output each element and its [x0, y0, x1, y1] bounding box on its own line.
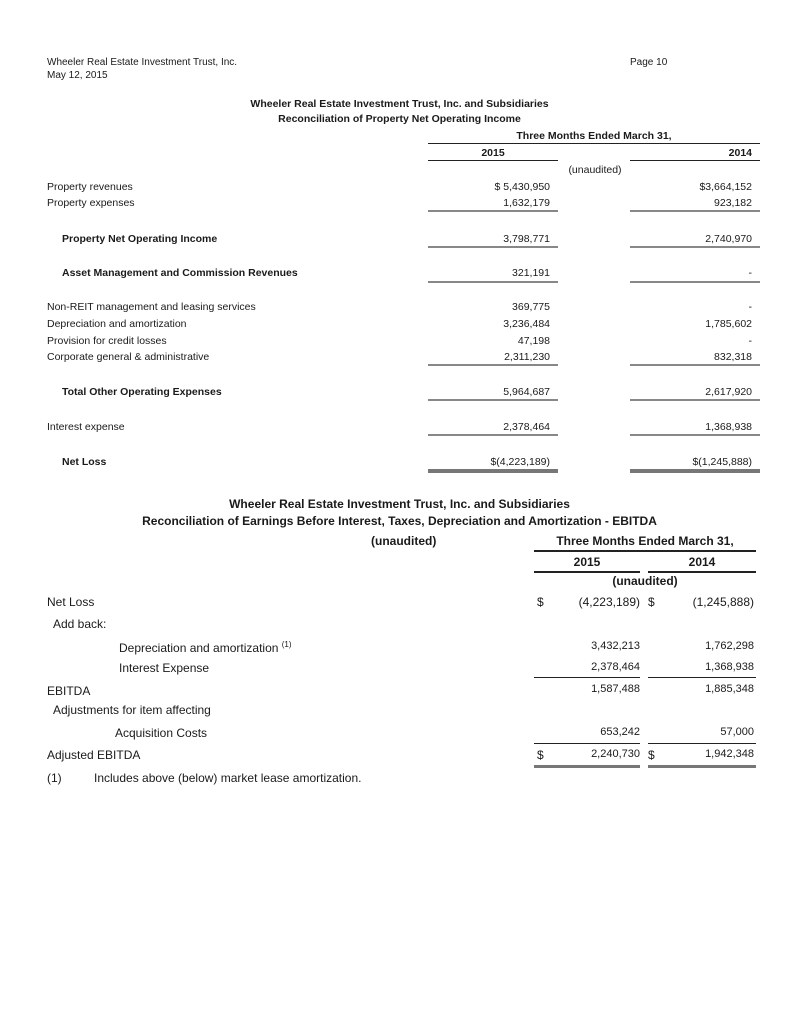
row-value-2015: $ 5,430,950: [494, 181, 550, 193]
row-label: Total Other Operating Expenses: [62, 386, 222, 398]
row-label: Property Net Operating Income: [62, 233, 218, 245]
row-label: Provision for credit losses: [47, 335, 167, 347]
row-value-2014: 2,740,970: [705, 233, 752, 245]
footnote-marker: (1): [47, 771, 62, 785]
divider: [648, 677, 756, 678]
row-value-2014: 57,000: [720, 726, 754, 738]
divider: [428, 364, 558, 366]
row-label: Interest expense: [47, 421, 125, 433]
divider: [428, 399, 558, 401]
divider: [428, 210, 558, 212]
report-date: May 12, 2015: [47, 70, 108, 81]
row-value-2014: 1,368,938: [705, 421, 752, 433]
row-value-2014: 1,785,602: [705, 318, 752, 330]
noi-col-2015: 2015: [481, 147, 505, 159]
row-label: EBITDA: [47, 684, 91, 698]
divider: [630, 281, 760, 283]
divider: [428, 160, 558, 161]
row-label: Net Loss: [47, 595, 95, 609]
row-value-2014: 923,182: [714, 197, 752, 209]
row-value-2015: 3,798,771: [503, 233, 550, 245]
row-label: Net Loss: [62, 456, 107, 468]
row-value-2015: 2,311,230: [504, 351, 550, 363]
noi-title: Wheeler Real Estate Investment Trust, Inc. and Subsidiaries: [250, 98, 549, 110]
row-label: Add back:: [53, 617, 107, 631]
divider: [534, 743, 640, 744]
row-value-2014: 1,762,298: [705, 640, 754, 652]
divider: [428, 246, 558, 248]
row-value-2014: 1,885,348: [705, 683, 754, 695]
row-value-2015: 47,198: [517, 335, 550, 347]
divider: [648, 743, 756, 744]
row-label: Property expenses: [47, 197, 135, 209]
row-value-2014: (1,245,888): [692, 595, 754, 609]
row-label: Interest Expense: [119, 661, 210, 675]
row-label: Non-REIT management and leasing services: [47, 301, 256, 313]
row-label: Corporate general & administrative: [47, 351, 210, 363]
row-label: Acquisition Costs: [115, 726, 208, 740]
ebitda-subtitle: Reconciliation of Earnings Before Interest, Taxes, Depreciation and Amortization - EBITDA: [142, 514, 657, 528]
ebitda-unaudited: (unaudited): [612, 574, 678, 588]
ebitda-period-header: Three Months Ended March 31,: [556, 534, 734, 548]
double-rule: [428, 469, 558, 473]
row-label: Adjusted EBITDA: [47, 748, 141, 762]
row-value-2015: 2,378,464: [503, 421, 550, 433]
row-label: Adjustments for item affecting: [53, 703, 211, 717]
divider: [534, 550, 756, 552]
double-rule: [630, 469, 760, 473]
noi-unaudited: (unaudited): [568, 164, 622, 176]
footnote-text: Includes above (below) market lease amortization.: [94, 771, 362, 785]
row-value-2014: 832,318: [714, 351, 752, 363]
currency-symbol: $: [537, 748, 544, 762]
divider: [428, 143, 760, 144]
divider: [648, 571, 756, 573]
noi-subtitle: Reconciliation of Property Net Operating Income: [278, 113, 521, 125]
row-value-2015: 1,632,179: [503, 197, 550, 209]
double-rule: [648, 765, 756, 768]
divider: [630, 399, 760, 401]
row-value-2014: $3,664,152: [699, 181, 752, 193]
company-name: Wheeler Real Estate Investment Trust, Inc.: [47, 57, 238, 68]
row-label: Asset Management and Commission Revenues: [62, 267, 298, 279]
double-rule: [534, 765, 640, 768]
row-value-2015: 321,191: [512, 267, 550, 279]
page-number: Page 10: [630, 57, 668, 68]
divider: [630, 246, 760, 248]
noi-col-2014: 2014: [728, 147, 752, 159]
row-value-2014: -: [748, 335, 752, 347]
row-value-2015: 5,964,687: [503, 386, 550, 398]
ebitda-col-2015: 2015: [573, 555, 601, 569]
row-label: Depreciation and amortization: [47, 318, 187, 330]
row-value-2014: $(1,245,888): [692, 456, 752, 468]
row-value-2015: 653,242: [600, 726, 640, 738]
divider: [630, 364, 760, 366]
row-value-2015: 3,432,213: [591, 640, 640, 652]
divider: [630, 434, 760, 436]
ebitda-title: Wheeler Real Estate Investment Trust, Inc. and Subsidiaries: [229, 497, 570, 511]
currency-symbol: $: [648, 595, 655, 609]
ebitda-col-2014: 2014: [688, 555, 716, 569]
row-label: Property revenues: [47, 181, 133, 193]
footnote-ref: (1): [281, 640, 292, 649]
noi-period-header: Three Months Ended March 31,: [516, 130, 672, 142]
currency-symbol: $: [537, 595, 544, 609]
divider: [428, 281, 558, 283]
row-value-2015: 3,236,484: [503, 318, 550, 330]
ebitda-unaudited-left: (unaudited): [371, 534, 437, 548]
divider: [630, 210, 760, 212]
row-value-2014: 2,617,920: [705, 386, 752, 398]
row-label: [119, 640, 292, 655]
row-value-2015: 2,378,464: [591, 661, 640, 673]
divider: [534, 677, 640, 678]
divider: [428, 434, 558, 436]
row-label-text: Depreciation and amortization: [119, 641, 279, 655]
row-value-2014: -: [748, 301, 752, 313]
currency-symbol: $: [648, 748, 655, 762]
row-value-2014: 1,368,938: [705, 661, 754, 673]
row-value-2015: (4,223,189): [578, 595, 640, 609]
divider: [630, 160, 760, 161]
divider: [534, 571, 640, 573]
row-value-2015: 1,587,488: [591, 683, 640, 695]
row-value-2015: $(4,223,189): [490, 456, 550, 468]
row-value-2014: -: [748, 267, 752, 279]
row-value-2014: 1,942,348: [705, 748, 754, 760]
row-value-2015: 369,775: [512, 301, 550, 313]
row-value-2015: 2,240,730: [591, 748, 640, 760]
